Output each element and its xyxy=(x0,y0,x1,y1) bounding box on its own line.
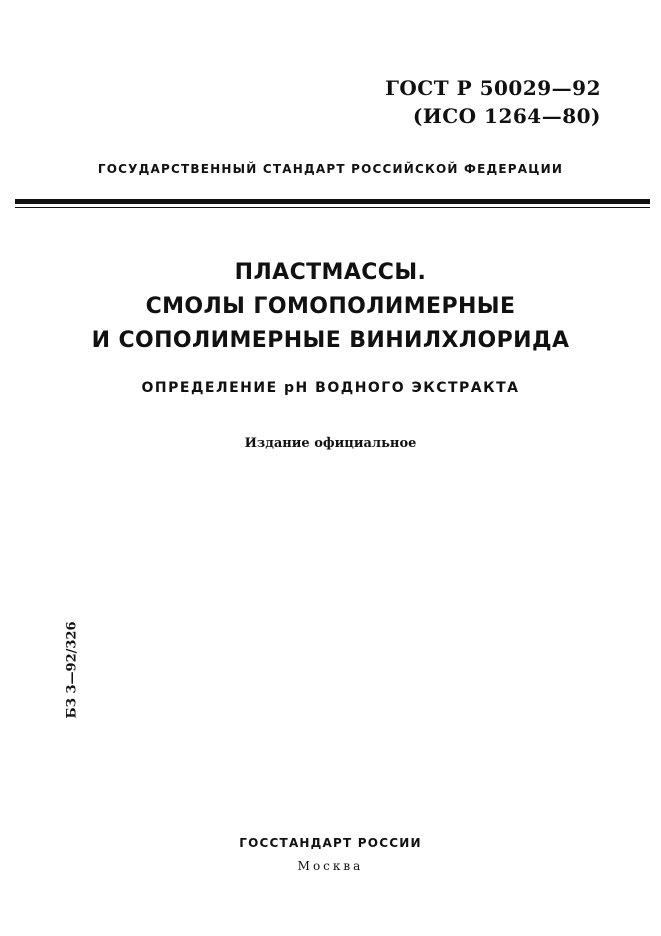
title-line-2: СМОЛЫ ГОМОПОЛИМЕРНЫЕ xyxy=(145,294,516,319)
side-registration-code: БЗ 3—92/326 xyxy=(64,621,80,719)
publisher-city: Москва xyxy=(297,859,364,873)
state-standard-heading: ГОСУДАРСТВЕННЫЙ СТАНДАРТ РОССИЙСКОЙ ФЕДЕРАЦИИ xyxy=(97,162,564,176)
iso-number: (ИСО 1264—80) xyxy=(412,104,601,128)
title-line-1: ПЛАСТМАССЫ. xyxy=(234,260,427,285)
publisher-name: ГОССТАНДАРТ РОССИИ xyxy=(239,836,422,850)
document-subtitle: ОПРЕДЕЛЕНИЕ pH ВОДНОГО ЭКСТРАКТА xyxy=(141,380,520,396)
gost-number: ГОСТ Р 50029—92 xyxy=(385,76,601,100)
edition-label: Издание официальное xyxy=(244,436,417,451)
title-line-3: И СОПОЛИМЕРНЫЕ ВИНИЛХЛОРИДА xyxy=(91,328,570,353)
document-title xyxy=(0,256,661,358)
standard-number-block xyxy=(385,74,601,130)
header-rule-thick xyxy=(15,199,650,204)
header-rule-thin xyxy=(15,207,650,208)
